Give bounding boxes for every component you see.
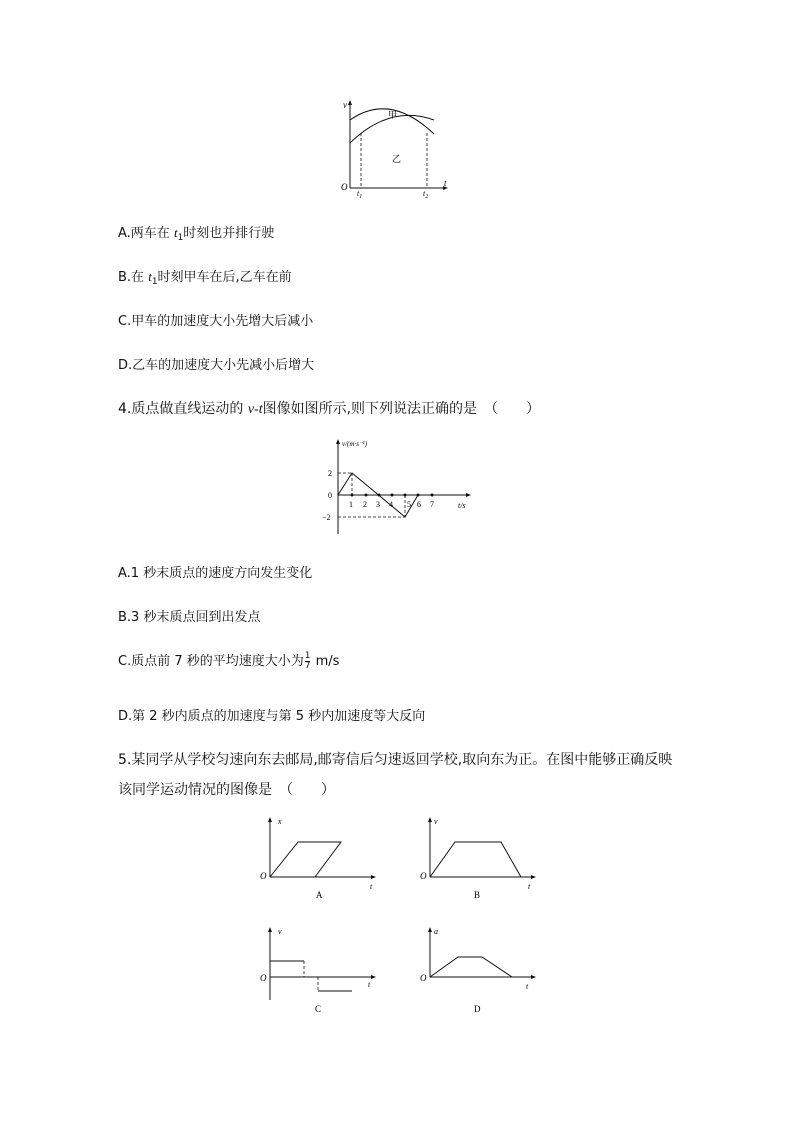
x-tick-4: 4 (389, 500, 393, 509)
q5-graph-b (418, 815, 543, 905)
x-tick-2: 2 (363, 500, 367, 509)
svg-text:O: O (260, 973, 267, 983)
curve-yi-label: 乙 (392, 154, 402, 164)
svg-text:t: t (526, 982, 529, 991)
q5-graph-c (258, 925, 383, 1017)
q4-option-c: C.质点前 7 秒的平均速度大小为 $\frac{1}{7}$ m/s (118, 651, 340, 671)
y-tick-2: 2 (328, 469, 332, 478)
x-tick-1: 1 (349, 500, 353, 509)
graph-label-a: A (316, 890, 323, 900)
q3-option-b: B.在 $t_1$时刻甲车在后,乙车在前 (118, 269, 292, 287)
svg-text:t: t (528, 882, 531, 891)
svg-text:a: a (434, 927, 438, 936)
x-axis-label: t/s (458, 501, 466, 510)
svg-text:v: v (434, 817, 438, 826)
q4-option-b: B.3 秒末质点回到出发点 (118, 610, 261, 625)
q5-graph-d (418, 925, 543, 1017)
x-tick-5: 5 (407, 500, 411, 509)
y-axis-label: v/(m·s⁻¹) (342, 440, 368, 448)
svg-text:O: O (260, 871, 267, 881)
q3-option-d: D.乙车的加速度大小先减小后增大 (118, 358, 315, 373)
x-axis-label: t (444, 178, 447, 188)
origin-label: O (341, 182, 348, 192)
q4-option-a: A.1 秒末质点的速度方向发生变化 (118, 566, 313, 581)
fraction-one-seventh: $\frac{1}{7}$ (304, 651, 311, 671)
svg-text:x: x (278, 817, 282, 826)
q3-option-c: C.甲车的加速度大小先增大后减小 (118, 314, 314, 329)
x-tick-7: 7 (430, 500, 434, 509)
q5-graph-a (258, 815, 383, 905)
q4-option-d: D.第 2 秒内质点的加速度与第 5 秒内加速度等大反向 (118, 709, 426, 724)
t2-label: $t_2$ (423, 189, 429, 200)
curve-jia-label: 甲 (388, 110, 398, 120)
svg-text:O: O (420, 973, 427, 983)
y-tick-neg2: −2 (322, 513, 331, 522)
q5-stem-line1: 5.某同学从学校匀速向东去邮局,邮寄信后匀速返回学校,取向东为正。在图中能够正确反映 (118, 752, 673, 768)
q5-stem-line2: 该同学运动情况的图像是 （ ） (118, 782, 335, 798)
svg-text:O: O (420, 871, 427, 881)
graph-label-b: B (474, 890, 481, 900)
x-tick-6: 6 (417, 500, 421, 509)
q4-stem: 4.质点做直线运动的 v-t图像如图所示,则下列说法正确的是 （ ） (118, 401, 541, 417)
y-axis-label: v (343, 100, 347, 110)
graph-label-c: C (315, 1004, 322, 1014)
svg-text:t: t (370, 882, 373, 891)
graph-label-d: D (474, 1004, 481, 1014)
t1-label: $t_1$ (357, 189, 363, 200)
svg-text:v: v (278, 927, 282, 936)
q4-vt-graph (318, 436, 478, 536)
q3-option-a: A.两车在 $t_1$时刻也并排行驶 (118, 225, 275, 243)
vt-graph-jia-yi (338, 98, 458, 198)
svg-text:t: t (368, 980, 371, 989)
y-tick-0: 0 (328, 491, 332, 500)
x-tick-3: 3 (376, 500, 380, 509)
